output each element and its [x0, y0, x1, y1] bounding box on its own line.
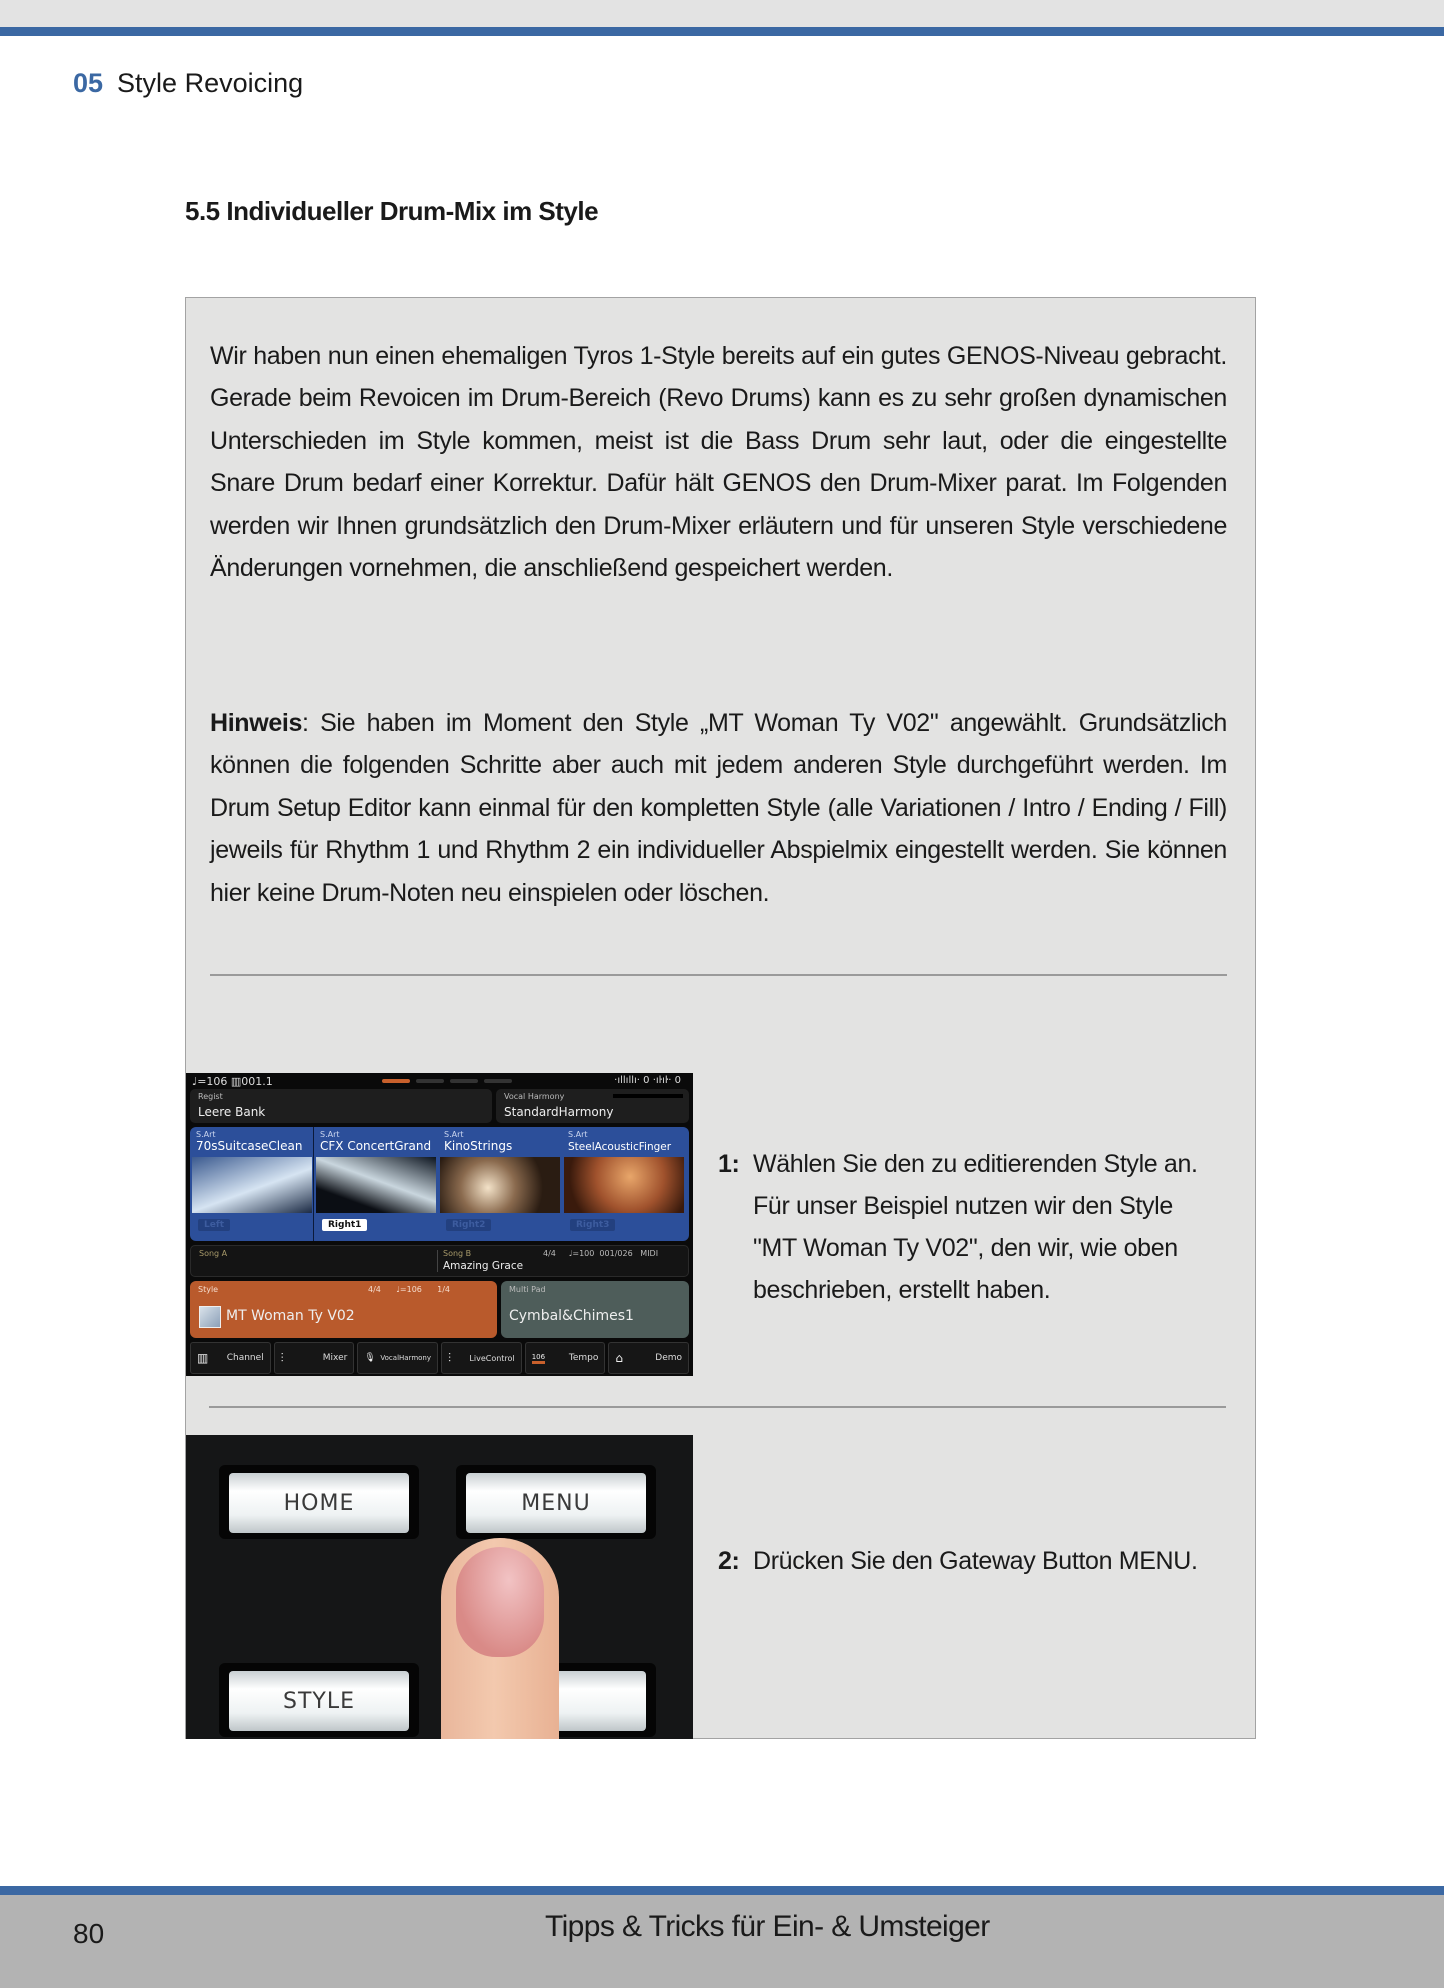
keyboard-image [192, 1157, 312, 1213]
mixer-icon: ⫶ [280, 1350, 284, 1365]
song-panel: Song A Song B 4/4 ♩=100 001/026 MIDI Amazing Grace [190, 1245, 689, 1277]
content-box [185, 297, 1256, 1739]
microphone-icon: 🎙 [364, 1353, 376, 1363]
menu-hw-button: MENU [456, 1465, 656, 1539]
livecontrol-button: ⫶ LiveControl [441, 1342, 522, 1374]
top-band [0, 0, 1444, 27]
note-paragraph [210, 702, 1227, 914]
bottom-button-row [190, 1342, 689, 1374]
section-title: 5.5 Individueller Drum-Mix im Style [185, 196, 599, 226]
menu-button-photo [186, 1435, 693, 1739]
top-accent-bar [0, 27, 1444, 36]
status-tempo: ♩=106 ▥001.1 [192, 1075, 273, 1088]
note-text: : Sie haben im Moment den Style „MT Woman Ty V02" angewählt. Grundsätzlich können die folgenden Schritte aber auch mit jedem anderen Style durchgeführt werden. Im Drum Setup Editor kann einmal für den kompletten Style (alle Variationen / Intro / Ending / Fill) jeweils für Rhythm 1 und Rhythm 2 ein individueller Abspielmix eingestellt werden. Sie können hier keine Drum-Noten neu einspielen oder löschen. [210, 709, 1227, 907]
footer-accent-bar [0, 1886, 1444, 1895]
mixer-button: ⫶ Mixer [274, 1342, 355, 1374]
part-right1: S.Art CFX ConcertGrand Right1 [314, 1127, 437, 1241]
step-number: 2: [718, 1547, 740, 1575]
chapter-header [73, 68, 303, 99]
intro-paragraph: Wir haben nun einen ehemaligen Tyros 1-Style bereits auf ein gutes GENOS-Niveau gebracht. Gerade beim Revoicen im Drum-Bereich (Revo Drums) kann es zu sehr großen dynamischen Unterschieden im Style kommen, meist ist die Bass Drum sehr laut, oder die eingestellte Snare Drum bedarf einer Korrektur. Dafür hält GENOS den Drum-Mixer parat. Im Folgenden werden wir Ihnen grundsätzlich den Drum-Mixer erläutern und für unseren Style verschiedene Änderungen vornehmen, die anschließend gespeichert werden. [210, 342, 1227, 583]
step-number: 1: [718, 1150, 740, 1178]
regist-panel: Regist Leere Bank [190, 1089, 492, 1123]
note-label: Hinweis [210, 709, 303, 737]
style-icon [199, 1306, 221, 1328]
genos-screen-image [186, 1073, 693, 1376]
step-2: 2: Drücken Sie den Gateway Button MENU. [718, 1540, 1198, 1582]
status-right: ·ıllıllı· 0 ·ıŀıŀ· 0 [614, 1075, 681, 1086]
page-number: 80 [73, 1918, 105, 1949]
tempo-indicator: 106 [532, 1353, 545, 1364]
multipad-panel: Multi Pad Cymbal&Chimes1 [501, 1281, 689, 1338]
divider [210, 974, 1227, 976]
strings-image [440, 1157, 560, 1213]
part-right2: S.Art KinoStrings Right2 [438, 1127, 561, 1241]
acoustic-guitar-image [564, 1157, 684, 1213]
tempo-button: 106 Tempo [525, 1342, 606, 1374]
part-right3: S.Art SteelAcousticFinger Right3 [562, 1127, 685, 1241]
style-hw-button: STYLE [219, 1663, 419, 1737]
grand-piano-image [316, 1157, 436, 1213]
style-panel: Style 4/4 ♩=106 1/4 MT Woman Ty V02 [190, 1281, 497, 1338]
footer-title: Tipps & Tricks für Ein- & Umsteiger [545, 1910, 990, 1943]
demo-button: ⌂ Demo [608, 1342, 689, 1374]
divider [209, 1406, 1226, 1408]
channel-icon: ▥ [197, 1351, 209, 1365]
channel-button: ▥ Channel [190, 1342, 271, 1374]
fingernail [456, 1547, 544, 1657]
live-control-icon: ⫶ [448, 1350, 452, 1365]
piano-icon: ⌂ [615, 1351, 623, 1365]
voice-parts-panel [190, 1127, 689, 1241]
chapter-number: 05 [73, 68, 104, 98]
vocalharmony-button: 🎙 VocalHarmony [357, 1342, 438, 1374]
chapter-title: Style Revoicing [117, 68, 304, 98]
step-1: 1: Wählen Sie den zu editierenden Style an. Für unser Beispiel nutzen wir den Style "MT Woman Ty V02", den wir, wie oben beschrieben, erstellt haben. [718, 1143, 1198, 1311]
page-indicator [382, 1079, 512, 1083]
part-left: S.Art 70sSuitcaseClean Left [190, 1127, 313, 1241]
vocal-harmony-panel: Vocal Harmony StandardHarmony [496, 1089, 689, 1123]
home-hw-button: HOME [219, 1465, 419, 1539]
